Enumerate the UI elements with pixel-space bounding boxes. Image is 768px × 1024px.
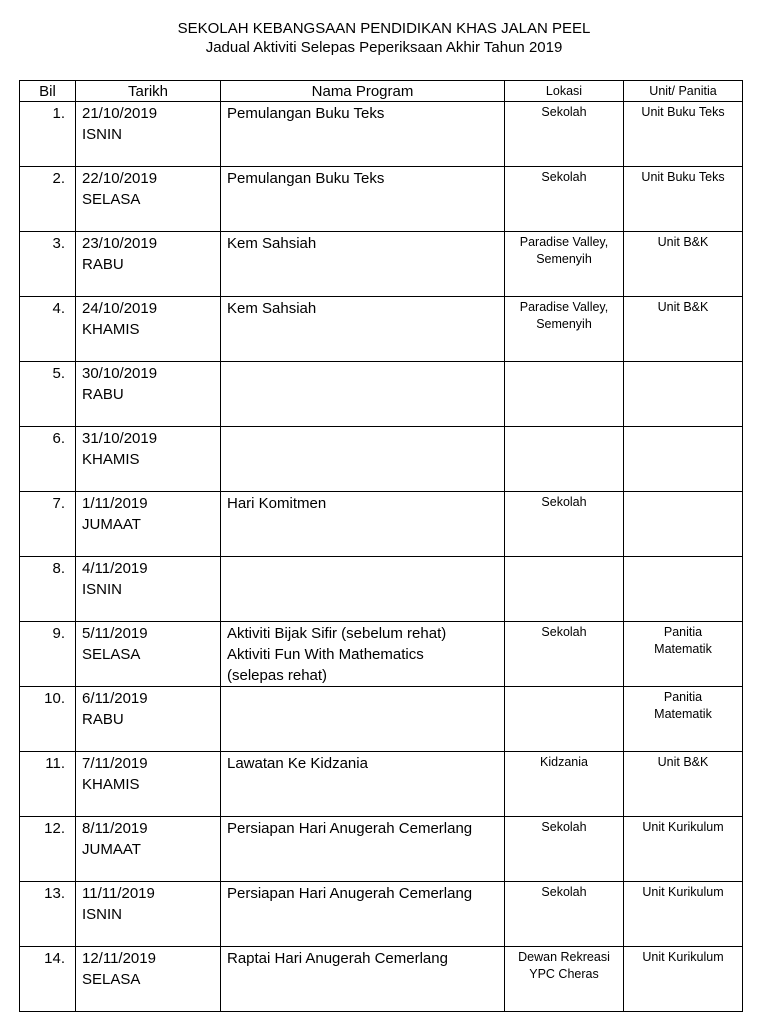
day-text: KHAMIS (82, 451, 140, 468)
unit-text: Panitia (663, 690, 703, 704)
cell-tarikh (76, 557, 221, 622)
cell-bil: 13. (20, 882, 76, 947)
unit-text: Unit Buku Teks (641, 170, 725, 184)
lokasi-text: Sekolah (541, 105, 587, 119)
table-body (20, 102, 743, 1012)
unit-text: Unit Kurikulum (642, 885, 724, 899)
program-text: Persiapan Hari Anugerah Cemerlang (227, 885, 473, 902)
program-text: Raptai Hari Anugerah Cemerlang (227, 950, 448, 967)
cell-bil: 1. (20, 102, 76, 167)
table-row (20, 362, 743, 427)
lokasi-text: Semenyih (536, 317, 592, 331)
cell-lokasi (505, 362, 624, 427)
unit-text: Unit Kurikulum (642, 820, 724, 834)
lokasi-text: Sekolah (541, 625, 587, 639)
unit-text: Matematik (654, 707, 712, 721)
cell-lokasi (505, 427, 624, 492)
column-header-lokasi: Lokasi (505, 81, 624, 102)
schedule-table (19, 80, 743, 1012)
unit-text: Unit Buku Teks (641, 105, 725, 119)
day-text: ISNIN (82, 906, 123, 923)
cell-lokasi (505, 752, 624, 817)
cell-lokasi (505, 167, 624, 232)
table-row (20, 622, 743, 687)
day-text: ISNIN (82, 581, 123, 598)
date-text: 1/11/2019 (82, 495, 148, 512)
day-text: RABU (82, 386, 124, 403)
day-text: SELASA (82, 191, 141, 208)
cell-unit-panitia (624, 752, 743, 817)
date-text: 7/11/2019 (82, 755, 148, 772)
lokasi-text: YPC Cheras (529, 967, 599, 981)
program-text: (selepas rehat) (227, 667, 328, 684)
column-header-unit-panitia: Unit/ Panitia (624, 81, 743, 102)
cell-unit-panitia (624, 622, 743, 687)
day-text: KHAMIS (82, 776, 140, 793)
cell-tarikh (76, 492, 221, 557)
cell-bil: 2. (20, 167, 76, 232)
cell-bil: 9. (20, 622, 76, 687)
cell-lokasi (505, 102, 624, 167)
unit-text: Unit Kurikulum (642, 950, 724, 964)
cell-unit-panitia (624, 557, 743, 622)
table-header-row (20, 81, 743, 102)
program-text: Pemulangan Buku Teks (227, 170, 385, 187)
date-text: 5/11/2019 (82, 625, 148, 642)
cell-tarikh (76, 297, 221, 362)
cell-unit-panitia (624, 427, 743, 492)
cell-bil: 6. (20, 427, 76, 492)
cell-lokasi (505, 947, 624, 1012)
cell-unit-panitia (624, 167, 743, 232)
cell-bil: 14. (20, 947, 76, 1012)
cell-nama-program (221, 557, 505, 622)
lokasi-text: Semenyih (536, 252, 592, 266)
cell-unit-panitia (624, 947, 743, 1012)
lokasi-text: Paradise Valley, (519, 300, 609, 314)
day-text: ISNIN (82, 126, 123, 143)
day-text: JUMAAT (82, 841, 141, 858)
date-text: 4/11/2019 (82, 560, 148, 577)
cell-bil: 12. (20, 817, 76, 882)
cell-nama-program (221, 687, 505, 752)
table-row (20, 167, 743, 232)
cell-tarikh (76, 817, 221, 882)
cell-lokasi (505, 492, 624, 557)
cell-unit-panitia (624, 687, 743, 752)
document-subtitle: Jadual Aktiviti Selepas Peperiksaan Akhir Tahun 2019 (205, 39, 563, 56)
cell-nama-program (221, 882, 505, 947)
lokasi-text: Sekolah (541, 820, 587, 834)
cell-unit-panitia (624, 492, 743, 557)
table-row (20, 752, 743, 817)
day-text: SELASA (82, 971, 141, 988)
cell-bil: 4. (20, 297, 76, 362)
date-text: 6/11/2019 (82, 690, 148, 707)
program-text: Persiapan Hari Anugerah Cemerlang (227, 820, 473, 837)
cell-unit-panitia (624, 362, 743, 427)
column-header-bil: Bil (20, 81, 76, 102)
cell-unit-panitia (624, 817, 743, 882)
cell-tarikh (76, 752, 221, 817)
cell-bil: 7. (20, 492, 76, 557)
cell-nama-program (221, 102, 505, 167)
cell-tarikh (76, 362, 221, 427)
day-text: SELASA (82, 646, 141, 663)
date-text: 8/11/2019 (82, 820, 148, 837)
cell-nama-program (221, 492, 505, 557)
program-text: Lawatan Ke Kidzania (227, 755, 368, 772)
cell-nama-program (221, 947, 505, 1012)
cell-tarikh (76, 167, 221, 232)
column-header-tarikh: Tarikh (76, 81, 221, 102)
cell-nama-program (221, 622, 505, 687)
day-text: KHAMIS (82, 321, 140, 338)
table-row (20, 492, 743, 557)
cell-lokasi (505, 817, 624, 882)
cell-bil: 11. (20, 752, 76, 817)
table-row (20, 297, 743, 362)
table-row (20, 947, 743, 1012)
table-row (20, 687, 743, 752)
cell-lokasi (505, 297, 624, 362)
program-text: Kem Sahsiah (227, 235, 317, 252)
program-text: Pemulangan Buku Teks (227, 105, 385, 122)
unit-text: Unit B&K (657, 755, 709, 769)
cell-unit-panitia (624, 297, 743, 362)
table-row (20, 817, 743, 882)
lokasi-text: Paradise Valley, (519, 235, 609, 249)
cell-tarikh (76, 882, 221, 947)
cell-lokasi (505, 232, 624, 297)
cell-nama-program (221, 362, 505, 427)
lokasi-text: Sekolah (541, 495, 587, 509)
cell-tarikh (76, 947, 221, 1012)
cell-tarikh (76, 427, 221, 492)
cell-nama-program (221, 817, 505, 882)
column-header-nama-program: Nama Program (221, 81, 505, 102)
cell-nama-program (221, 427, 505, 492)
cell-bil: 5. (20, 362, 76, 427)
cell-lokasi (505, 557, 624, 622)
cell-unit-panitia (624, 232, 743, 297)
date-text: 30/10/2019 (82, 365, 158, 382)
unit-text: Unit B&K (657, 300, 709, 314)
day-text: JUMAAT (82, 516, 141, 533)
cell-unit-panitia (624, 102, 743, 167)
unit-text: Panitia (663, 625, 703, 639)
table-row (20, 102, 743, 167)
program-text: Aktiviti Bijak Sifir (sebelum rehat) (227, 625, 447, 642)
cell-tarikh (76, 687, 221, 752)
cell-lokasi (505, 882, 624, 947)
program-text: Hari Komitmen (227, 495, 327, 512)
day-text: RABU (82, 711, 124, 728)
date-text: 11/11/2019 (82, 885, 155, 902)
cell-lokasi (505, 622, 624, 687)
table-row (20, 427, 743, 492)
date-text: 24/10/2019 (82, 300, 158, 317)
date-text: 21/10/2019 (82, 105, 158, 122)
date-text: 12/11/2019 (82, 950, 156, 967)
cell-nama-program (221, 232, 505, 297)
table-row (20, 232, 743, 297)
cell-lokasi (505, 687, 624, 752)
date-text: 23/10/2019 (82, 235, 158, 252)
cell-tarikh (76, 232, 221, 297)
cell-nama-program (221, 167, 505, 232)
day-text: RABU (82, 256, 124, 273)
cell-nama-program (221, 752, 505, 817)
lokasi-text: Sekolah (541, 170, 587, 184)
document-title: SEKOLAH KEBANGSAAN PENDIDIKAN KHAS JALAN PEEL (177, 20, 591, 37)
table-row (20, 882, 743, 947)
cell-tarikh (76, 102, 221, 167)
unit-text: Matematik (654, 642, 712, 656)
program-text: Aktiviti Fun With Mathematics (227, 646, 424, 663)
cell-bil: 3. (20, 232, 76, 297)
cell-bil: 8. (20, 557, 76, 622)
cell-nama-program (221, 297, 505, 362)
unit-text: Unit B&K (657, 235, 709, 249)
cell-bil: 10. (20, 687, 76, 752)
date-text: 22/10/2019 (82, 170, 158, 187)
cell-unit-panitia (624, 882, 743, 947)
program-text: Kem Sahsiah (227, 300, 317, 317)
cell-tarikh (76, 622, 221, 687)
lokasi-text: Sekolah (541, 885, 587, 899)
lokasi-text: Dewan Rekreasi (518, 950, 610, 964)
lokasi-text: Kidzania (540, 755, 588, 769)
table-row (20, 557, 743, 622)
date-text: 31/10/2019 (82, 430, 158, 447)
